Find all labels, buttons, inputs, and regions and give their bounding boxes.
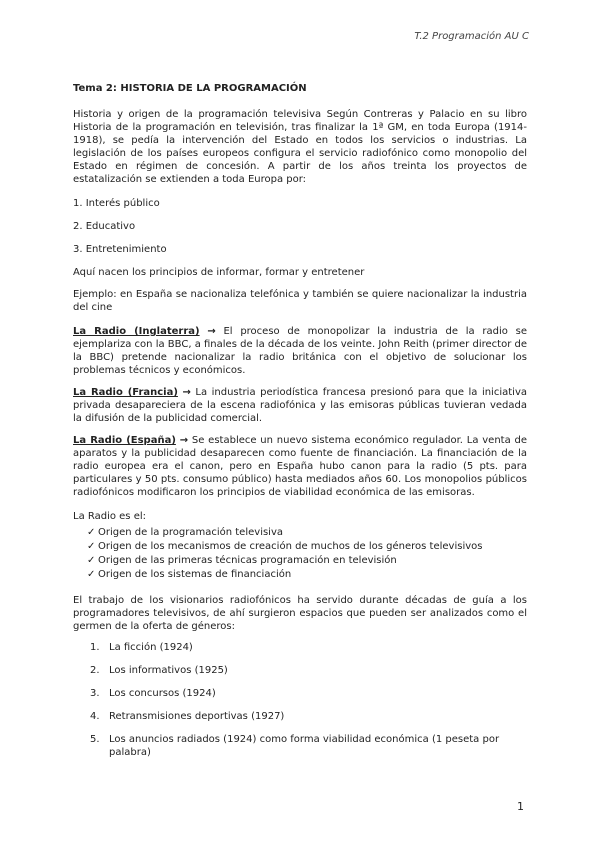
intro-paragraph: Historia y origen de la programación televisiva Según Contreras y Palacio en su libro Historia de la programación en televisión, tras finalizar la 1ª GM, en toda Europa (1914-1918), se pedía la intervención del Estado en todos los servicios o industrias. La legislación de los países europeos configura el servicio radiofónico como monopolio del Estado en régimen de concesión. A partir de los años treinta los proyectos de estatalización se extienden a toda Europa por: [73,109,527,185]
check-icon: ✓ [87,527,96,538]
principles-paragraph: Aquí nacen los principios de informar, formar y entretener [73,267,365,278]
origin-intro: La Radio es el: [73,511,146,522]
check-icon: ✓ [87,541,96,552]
genre-item: 5. Los anuncios radiados (1924) como forma viabilidad económica (1 peseta por palabra) [90,734,500,758]
document-title: Tema 2: HISTORIA DE LA PROGRAMACIÓN [73,83,307,94]
purpose-item-1: 1. Interés público [73,198,160,209]
example-paragraph: Ejemplo: en España se nacionaliza telefónica y también se quiere nacionalizar la industria del cine [73,289,527,313]
origin-item: ✓ Origen de las primeras técnicas programación en televisión [87,555,397,566]
radio-text-inglaterra: El proceso de monopolizar la industria de la radio se ejemplariza con la BBC, a finales de la década de los veinte. John Reith (primer director de la BBC) pretende nacionalizar la radio británica con el objetivo de solucionar los problemas técnicos y económicos. [73,326,527,376]
radio-text-espana: Se establece un nuevo sistema económico regulador. La venta de aparatos y la publicidad desaparecen como fuente de financiación. La financiación de la radio europea era el canon, pero en España hubo canon para la radio (5 pts. para particulares y 50 pts. consumo público) hasta mediados años 60. Los monopolios públicos radiofónicos modificaron los principios de viabilidad económica de las emisoras. [73,435,527,498]
origin-checklist [87,526,527,582]
arrow-icon: → [207,326,216,337]
radio-section-espana [73,434,527,499]
arrow-icon: → [179,435,189,446]
origin-item: ✓ Origen de los mecanismos de creación de muchos de los géneros televisivos [87,541,483,552]
origin-item: ✓ Origen de la programación televisiva [87,527,283,538]
genre-item: 1. La ficción (1924) [90,642,193,653]
check-icon: ✓ [87,569,96,580]
genre-item: 3. Los concursos (1924) [90,688,216,699]
purpose-item-3: 3. Entretenimiento [73,244,167,255]
origin-item: ✓ Origen de los sistemas de financiación [87,569,292,580]
running-header: T.2 Programación AU C [414,31,529,42]
check-icon: ✓ [87,555,96,566]
genre-item: 2. Los informativos (1925) [90,665,228,676]
radio-label-francia: La Radio (Francia) [73,387,178,398]
arrow-icon: → [182,387,191,398]
radio-text-francia: La industria periodística francesa presionó para que la iniciativa privada desapareciera de la escena radiofónica y las emisoras públicas tuvieran vedada la difusión de la publicidad comercial. [73,387,527,424]
document-body [73,82,527,769]
visionaries-paragraph: El trabajo de los visionarios radiofónicos ha servido durante décadas de guía a los programadores televisivos, de ahí surgieron espacios que pueden ser analizados como el germen de la oferta de géneros: [73,595,527,632]
radio-label-espana: La Radio (España) [73,435,176,446]
page-number: 1 [517,800,524,813]
radio-label-inglaterra: La Radio (Inglaterra) [73,326,200,337]
purpose-item-2: 2. Educativo [73,221,136,232]
radio-section-inglaterra [73,325,527,377]
genre-item: 4. Retransmisiones deportivas (1927) [90,711,285,722]
genre-list [90,641,527,759]
radio-section-francia [73,386,527,425]
